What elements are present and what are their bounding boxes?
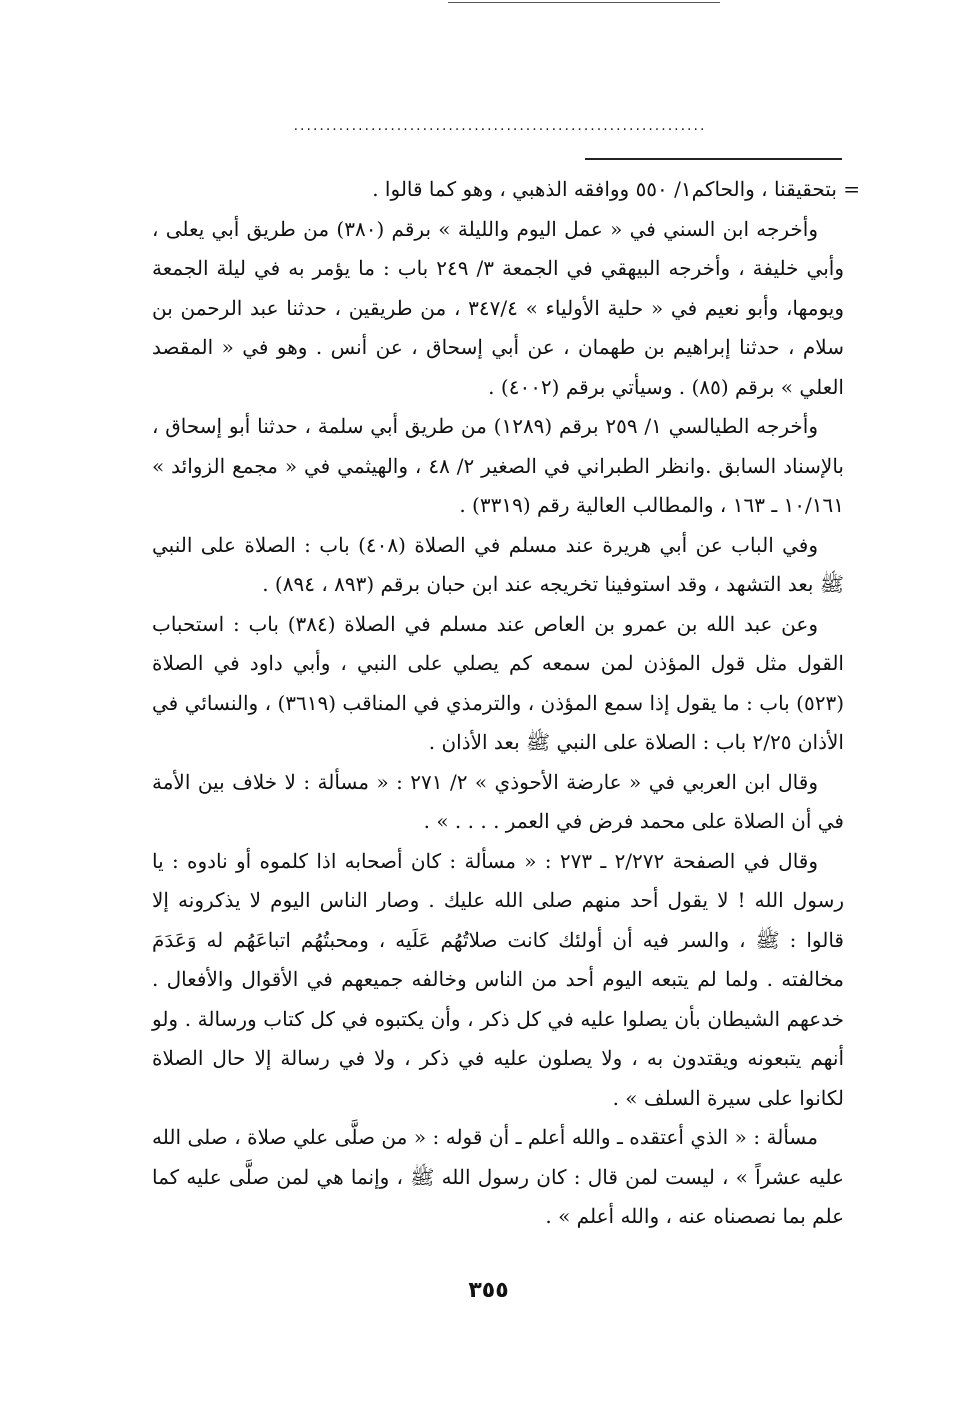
footnote-rule — [585, 158, 842, 160]
paragraph-page-272: وقال في الصفحة ٢/٢٧٢ ـ ٢٧٣ : « مسألة : كان أصحابه اذا كلموه أو نادوه : يا رسول الله ! لا يقول أحد منهم صلى الله عليك . وصار الناس اليوم لا يذكرونه إلا قالوا : ﷺ ، والسر فيه أن أولئك كانت صلاتُهُم عَلَيه ، ومحبتُهُم اتباعَهُم له وَعَدَمَ مخالفته . ولما لم يتبعه اليوم أحد من الناس وخالفه جميعهم في الأقوال والأفعال . خدعهم الشيطان بأن يصلوا عليه في كل ذكر ، وأن يكتبوه في كل كتاب ورسالة . ولو أنهم يتبعونه ويقتدون به ، ولا يصلون عليه في ذكر ، ولا في رسالة إلا حال الصلاة لكانوا على سيرة السلف » . — [152, 848, 844, 1110]
paragraph-masala: مسألة : « الذي أعتقده ـ والله أعلم ـ أن قوله : « من صلَّى علي صلاة ، صلى الله عليه عشراً » ، ليست لمن قال : كان رسول الله ﷺ ، وإنما هي لمن صلَّى عليه كما علم بما نصصناه عنه ، والله أعلم » . — [152, 1125, 844, 1228]
paragraph-continuation: = بتحقيقنا ، والحاكم١/ ٥٥٠ ووافقه الذهبي ، وهو كما قالوا . — [372, 177, 860, 201]
footnote-body — [152, 170, 860, 1237]
paragraph-abdullah-ibn-amr: وعن عبد الله بن عمرو بن العاص عند مسلم في الصلاة (٣٨٤) باب : استحباب القول مثل قول المؤذن لمن سمعه كم يصلي على النبي ، وأبي داود في الصلاة (٥٢٣) باب : ما يقول إذا سمع المؤذن ، والترمذي في المناقب (٣٦١٩) ، والنسائي في الأذان ٢/٢٥ باب : الصلاة على النبي ﷺ بعد الأذان . — [152, 611, 844, 754]
paragraph-ibn-alarabi: وقال ابن العربي في « عارضة الأحوذي » ٢/ ٢٧١ : « مسألة : لا خلاف بين الأمة في أن الصلاة على محمد فرض في العمر . . . . » . — [152, 769, 844, 833]
header-rule — [448, 2, 720, 3]
dotted-separator: ................................................................ — [293, 118, 707, 134]
page-number: ٣٥٥ — [468, 1278, 509, 1303]
paragraph-tayalisi: وأخرجه الطيالسي ١/ ٢٥٩ برقم (١٢٨٩) من طريق أبي سلمة ، حدثنا أبو إسحاق ، بالإسناد السابق .وانظر الطبراني في الصغير ٢/ ٤٨ ، والهيثمي في « مجمع الزوائد » ١٠/١٦١ ـ ١٦٣ ، والمطالب العالية رقم (٣٣١٩) . — [152, 414, 844, 517]
paragraph-ibn-alsunni: وأخرجه ابن السني في « عمل اليوم والليلة » برقم (٣٨٠) من طريق أبي يعلى ، وأبي خليفة ، وأخرجه البيهقي في الجمعة ٣/ ٢٤٩ باب : ما يؤمر به في ليلة الجمعة ويومها، وأبو نعيم في « حلية الأولياء » ٣٤٧/٤ ، من طريقين ، حدثنا عبد الرحمن بن سلام ، حدثنا إبراهيم بن طهمان ، عن أبي إسحاق ، عن أنس . وهو في « المقصد العلي » برقم (٨٥) . وسيأتي برقم (٤٠٠٢) . — [152, 216, 844, 399]
paragraph-abu-hurayra: وفي الباب عن أبي هريرة عند مسلم في الصلاة (٤٠٨) باب : الصلاة على النبي ﷺ بعد التشهد ، وقد استوفينا تخريجه عند ابن حبان برقم (٨٩٣ ، ٨٩٤) . — [152, 532, 844, 596]
